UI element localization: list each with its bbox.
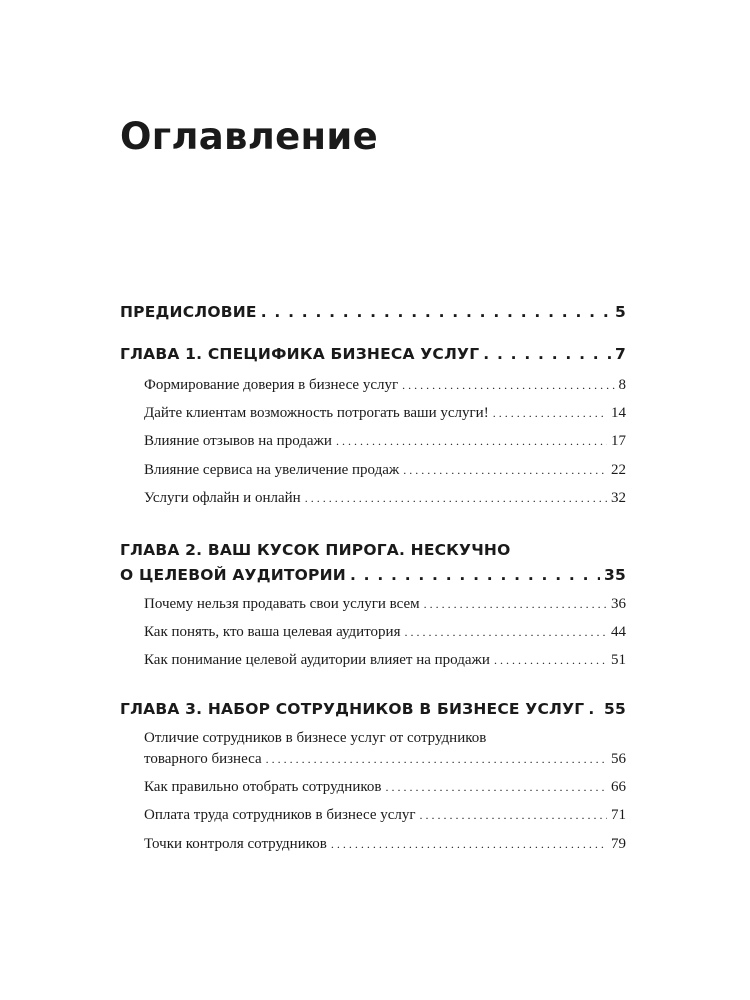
toc-entry-page: 79	[611, 836, 626, 852]
toc-entry-label: Влияние сервиса на увеличение продаж	[144, 462, 400, 478]
toc-entry-section[interactable]	[144, 807, 626, 824]
toc-entry-page: 17	[611, 433, 626, 449]
toc-entry-section[interactable]	[144, 462, 626, 479]
toc-entry-label: Как понимание целевой аудитории влияет на продажи	[144, 652, 490, 668]
toc-entry-section[interactable]	[144, 596, 626, 613]
dot-leader	[404, 625, 607, 640]
toc-entry-page: 44	[611, 624, 626, 640]
toc-entry-page: 5	[615, 303, 626, 321]
toc-entry-label: Точки контроля сотрудников	[144, 836, 327, 852]
toc-entry-page: 8	[618, 377, 626, 393]
toc-entry-label: Влияние отзывов на продажи	[144, 433, 332, 449]
toc-entry-label: Услуги офлайн и онлайн	[144, 490, 301, 506]
dot-leader	[494, 653, 607, 668]
toc-entry-page: 66	[611, 779, 626, 795]
dot-leader	[385, 780, 607, 795]
toc-entry-label: ГЛАВА 3. НАБОР СОТРУДНИКОВ В БИЗНЕСЕ УСЛУГ	[120, 700, 585, 718]
toc-entry-label: Дайте клиентам возможность потрогать ваши услуги!	[144, 405, 489, 421]
toc-chapter-2-line-1[interactable]: ГЛАВА 2. ВАШ КУСОК ПИРОГА. НЕСКУЧНО	[120, 541, 511, 559]
toc-entry-chapter-2[interactable]	[120, 566, 626, 584]
toc-entry-section[interactable]	[144, 377, 626, 394]
dot-leader	[588, 700, 600, 718]
toc-entry-label: ПРЕДИСЛОВИЕ	[120, 303, 257, 321]
dot-leader	[261, 303, 611, 321]
toc-entry-section[interactable]	[144, 490, 626, 507]
toc-entry-section[interactable]	[144, 652, 626, 669]
toc-entry-page: 56	[611, 751, 626, 767]
dot-leader	[402, 378, 614, 393]
toc-entry-label: Как правильно отобрать сотрудников	[144, 779, 382, 795]
dot-leader	[403, 463, 607, 478]
toc-entry-label: Почему нельзя продавать свои услуги всем	[144, 596, 420, 612]
toc-entry-page: 36	[611, 596, 626, 612]
toc-entry-page: 32	[611, 490, 626, 506]
toc-entry-page: 35	[604, 566, 626, 584]
toc-entry-page: 55	[604, 700, 626, 718]
toc-entry-page: 7	[615, 345, 626, 363]
toc-entry-label: Как понять, кто ваша целевая аудитория	[144, 624, 401, 640]
toc-entry-section[interactable]	[144, 624, 626, 641]
toc-entry-preface[interactable]	[120, 303, 626, 321]
toc-entry-chapter-3[interactable]	[120, 700, 626, 718]
page-title: Оглавление	[120, 115, 379, 158]
toc-entry-section[interactable]	[144, 836, 626, 853]
toc-entry-label: ГЛАВА 1. СПЕЦИФИКА БИЗНЕСА УСЛУГ	[120, 345, 480, 363]
dot-leader	[420, 808, 607, 823]
dot-leader	[266, 752, 607, 767]
toc-entry-page: 71	[611, 807, 626, 823]
dot-leader	[331, 837, 607, 852]
toc-entry-page: 14	[611, 405, 626, 421]
toc-entry-label: О ЦЕЛЕВОЙ АУДИТОРИИ	[120, 566, 346, 584]
dot-leader	[493, 406, 607, 421]
toc-entry-section[interactable]	[144, 433, 626, 450]
dot-leader	[424, 597, 607, 612]
dot-leader	[305, 491, 607, 506]
toc-entry-label: Формирование доверия в бизнесе услуг	[144, 377, 399, 393]
toc-entry-label: товарного бизнеса	[144, 751, 262, 767]
toc-entry-chapter-1[interactable]	[120, 345, 626, 363]
toc-section-line-1[interactable]: Отличие сотрудников в бизнесе услуг от сотрудников	[144, 730, 487, 746]
toc-entry-section[interactable]	[144, 405, 626, 422]
toc-entry-section[interactable]	[144, 779, 626, 796]
toc-entry-page: 51	[611, 652, 626, 668]
toc-entry-label: Оплата труда сотрудников в бизнесе услуг	[144, 807, 416, 823]
dot-leader	[483, 345, 611, 363]
dot-leader	[336, 434, 607, 449]
toc-entry-page: 22	[611, 462, 626, 478]
toc-entry-section[interactable]	[144, 751, 626, 768]
dot-leader	[350, 566, 600, 584]
